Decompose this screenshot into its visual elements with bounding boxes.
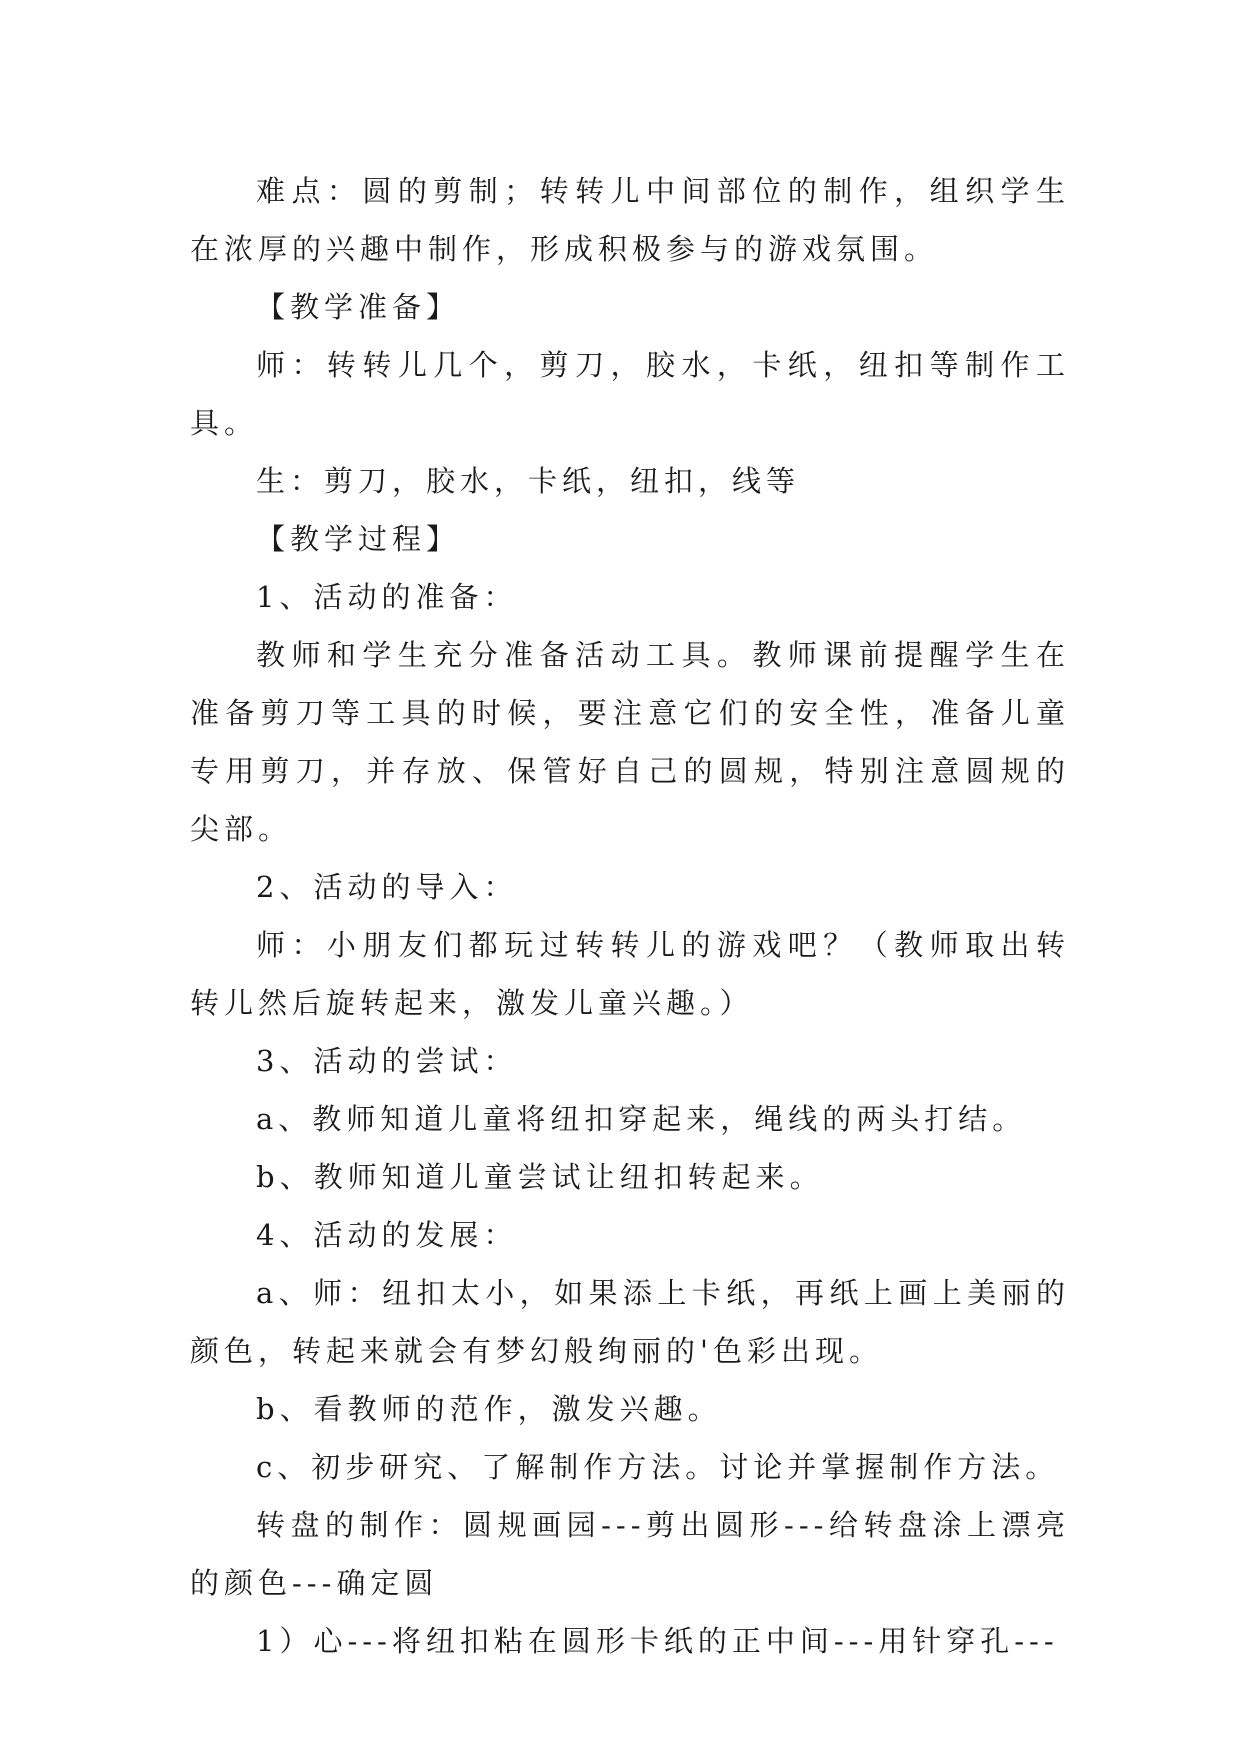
paragraph-attempt-b: b、教师知道儿童尝试让纽扣转起来。 — [256, 1160, 824, 1194]
paragraph-step-1-center: 1）心---将纽扣粘在圆形卡纸的正中间---用针穿孔--- — [256, 1624, 1059, 1658]
step-1-heading: 1、活动的准备： — [256, 580, 518, 614]
document-body — [190, 162, 1070, 1670]
paragraph-turntable-making: 转盘的制作：圆规画园---剪出圆形---给转盘涂上漂亮的颜色---确定圆 — [190, 1508, 1070, 1600]
step-2-heading: 2、活动的导入： — [256, 870, 518, 904]
paragraph-preparation-detail: 教师和学生充分准备活动工具。教师课前提醒学生在准备剪刀等工具的时候，要注意它们的安全性，准备儿童专用剪刀，并存放、保管好自己的圆规，特别注意圆规的尖部。 — [190, 638, 1070, 846]
step-3-heading: 3、活动的尝试： — [256, 1044, 518, 1078]
paragraph-difficulty: 难点：圆的剪制；转转儿中间部位的制作，组织学生在浓厚的兴趣中制作，形成积极参与的游戏氛围。 — [190, 174, 1070, 266]
paragraph-development-a: a、师：纽扣太小，如果添上卡纸，再纸上画上美丽的颜色，转起来就会有梦幻般绚丽的'色彩出现。 — [190, 1276, 1070, 1368]
heading-teaching-preparation: 【教学准备】 — [256, 290, 461, 324]
heading-teaching-process: 【教学过程】 — [256, 522, 461, 556]
paragraph-development-b: b、看教师的范作，激发兴趣。 — [256, 1392, 722, 1426]
paragraph-development-c: c、初步研究、了解制作方法。讨论并掌握制作方法。 — [256, 1450, 1060, 1484]
paragraph-student-materials: 生：剪刀，胶水，卡纸，纽扣，线等 — [256, 464, 801, 498]
paragraph-teacher-materials: 师：转转儿几个，剪刀，胶水，卡纸，纽扣等制作工具。 — [190, 348, 1070, 440]
step-4-heading: 4、活动的发展： — [256, 1218, 518, 1252]
paragraph-attempt-a: a、教师知道儿童将纽扣穿起来，绳线的两头打结。 — [256, 1102, 1027, 1136]
paragraph-introduction: 师：小朋友们都玩过转转儿的游戏吧？（教师取出转转儿然后旋转起来，激发儿童兴趣。） — [190, 928, 1070, 1020]
